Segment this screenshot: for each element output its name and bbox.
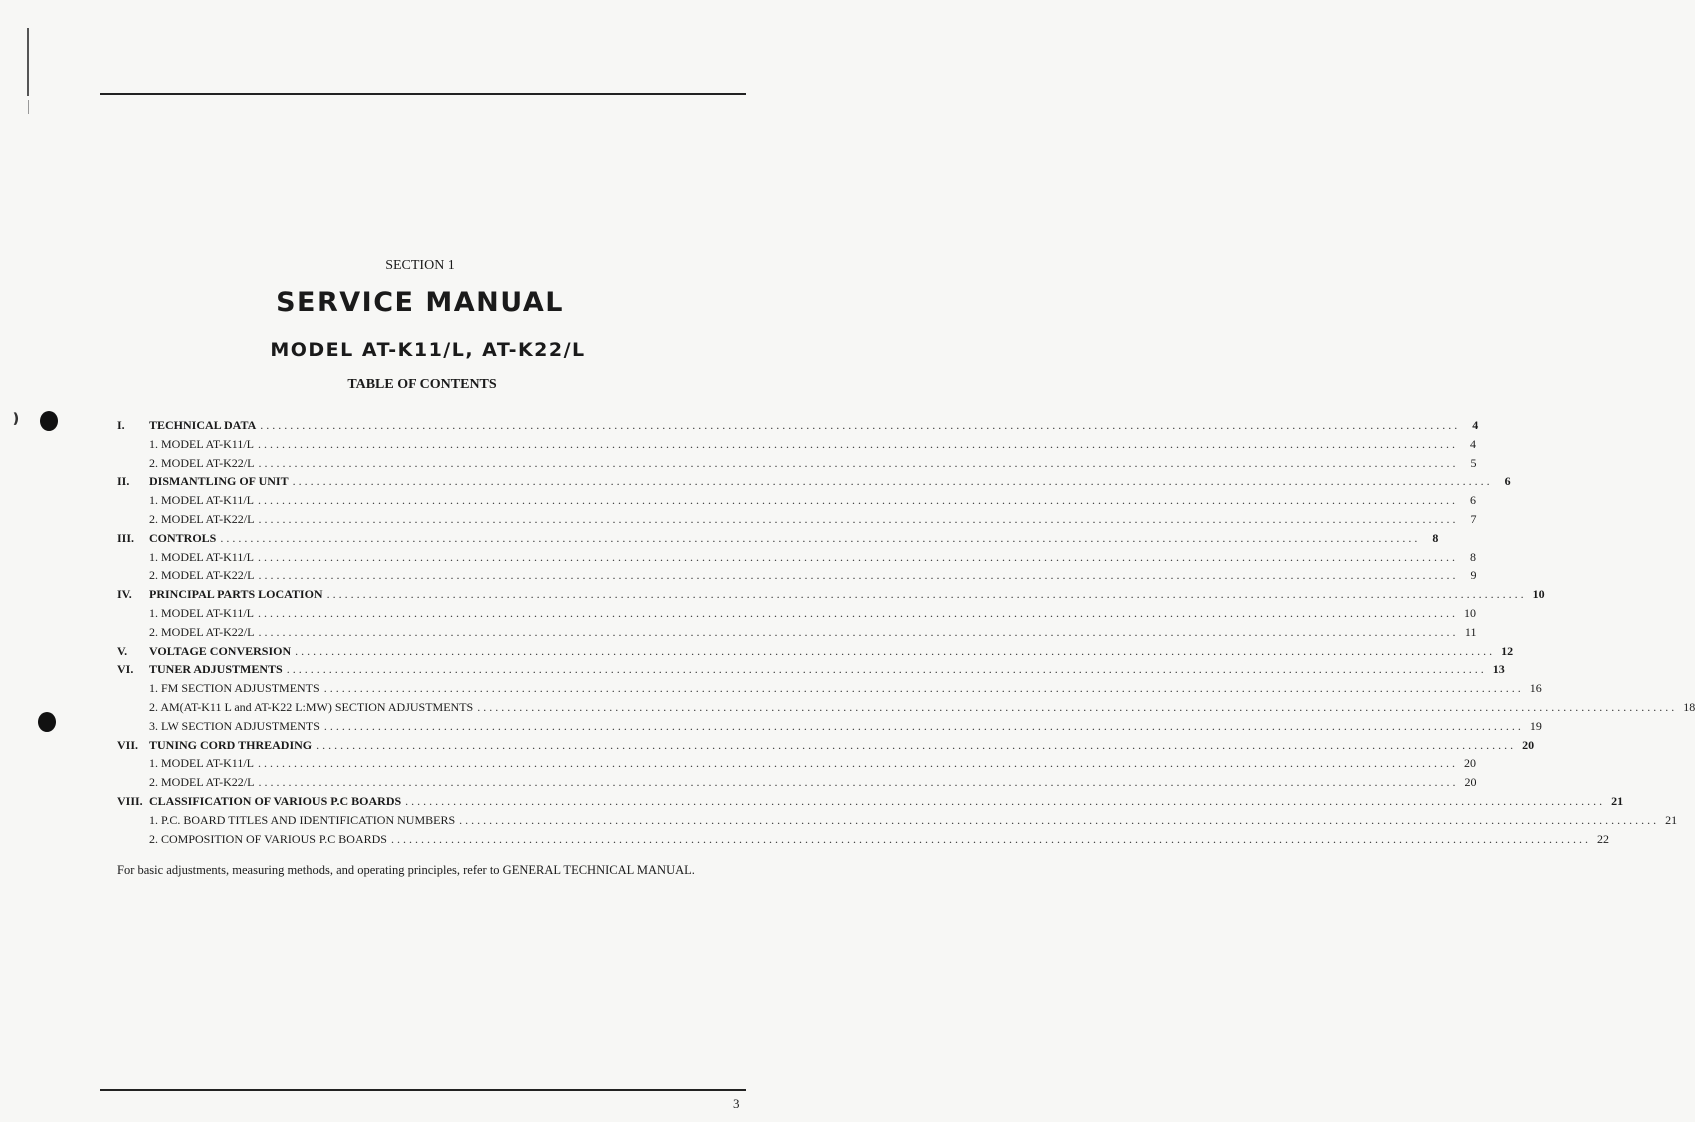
toc-entry-label: 1. FM SECTION ADJUSTMENTS [149, 681, 320, 696]
footer-rule [100, 1089, 746, 1091]
toc-entry-label: 1. MODEL AT-K11/L [149, 756, 254, 771]
toc-entry-label: DISMANTLING OF UNIT [149, 474, 289, 489]
toc-leader-dots: ........................................................................................................................................................................................................ [258, 549, 1458, 564]
toc-entry-page: 6 [1504, 474, 1511, 489]
toc-entry-page: 12 [1501, 643, 1514, 658]
toc-entry-number: VII. [117, 737, 139, 752]
reference-note: For basic adjustments, measuring methods, and operating principles, refer to GENERAL TECHNICAL MANUAL. [117, 863, 695, 877]
toc-entry-page: 21 [1665, 812, 1678, 827]
model-title: MODEL AT-K11/L, AT-K22/L [270, 339, 586, 361]
toc-leader-dots: ........................................................................................................................................................................................................ [323, 718, 1524, 733]
toc-entry-page: 21 [1611, 793, 1624, 808]
scan-edge-mark-small [28, 100, 29, 114]
toc-entry-page: 10 [1532, 587, 1545, 602]
toc-entry-label: CLASSIFICATION OF VARIOUS P.C BOARDS [149, 793, 402, 808]
toc-entry-label: 2. MODEL AT-K22/L [149, 775, 255, 790]
toc-entry-label: 2. MODEL AT-K22/L [149, 624, 255, 639]
toc-entry-label: 2. MODEL AT-K22/L [149, 568, 255, 583]
toc-subsection-entry[interactable] [117, 511, 1477, 531]
toc-section-entry[interactable] [117, 530, 1439, 550]
section-label: SECTION 1 [385, 258, 455, 273]
toc-entry-label: CONTROLS [149, 530, 217, 545]
toc-leader-dots: ........................................................................................................................................................................................................ [477, 699, 1678, 714]
toc-leader-dots: ........................................................................................................................................................................................................ [405, 793, 1606, 808]
toc-leader-dots: ........................................................................................................................................................................................................ [292, 474, 1493, 489]
toc-leader-dots: ........................................................................................................................................................................................................ [258, 568, 1459, 583]
toc-subsection-entry[interactable] [117, 812, 1678, 832]
toc-subsection-entry[interactable] [117, 549, 1476, 569]
toc-entry-page: 20 [1464, 756, 1476, 771]
toc-section-entry[interactable] [117, 793, 1624, 813]
toc-entry-page: 8 [1470, 549, 1476, 564]
toc-entry-page: 22 [1596, 831, 1609, 846]
toc-leader-dots: ........................................................................................................................................................................................................ [258, 775, 1459, 790]
toc-entry-page: 4 [1470, 436, 1476, 451]
toc-section-entry[interactable] [117, 643, 1514, 663]
toc-entry-page: 19 [1529, 718, 1542, 733]
toc-entry-number: IV. [117, 587, 132, 602]
toc-heading: TABLE OF CONTENTS [347, 377, 497, 392]
toc-subsection-entry[interactable] [117, 699, 1695, 719]
toc-entry-number: VI. [117, 662, 134, 677]
toc-leader-dots: ........................................................................................................................................................................................................ [260, 418, 1461, 432]
toc-subsection-entry[interactable] [117, 436, 1476, 456]
toc-leader-dots: ........................................................................................................................................................................................................ [258, 624, 1459, 639]
toc-entry-label: 2. COMPOSITION OF VARIOUS P.C BOARDS [149, 831, 387, 846]
table-of-contents [117, 418, 1695, 850]
toc-entry-number: III. [117, 530, 135, 545]
toc-subsection-entry[interactable] [117, 624, 1477, 644]
toc-section-entry[interactable] [117, 474, 1511, 493]
toc-entry-page: 5 [1470, 455, 1477, 470]
toc-entry-page: 4 [1472, 418, 1479, 432]
toc-entry-label: 2. AM(AT-K11 L and AT-K22 L:MW) SECTION ADJUSTMENTS [149, 699, 474, 714]
toc-entry-label: 1. MODEL AT-K11/L [149, 493, 254, 508]
header-rule [100, 93, 746, 95]
toc-entry-page: 20 [1464, 775, 1477, 790]
toc-leader-dots: ........................................................................................................................................................................................................ [286, 662, 1487, 677]
toc-subsection-entry[interactable] [117, 831, 1609, 851]
punch-hole-bottom [38, 712, 56, 732]
toc-leader-dots: ........................................................................................................................................................................................................ [258, 455, 1459, 470]
toc-entry-page: 11 [1464, 624, 1477, 639]
toc-entry-page: 13 [1492, 662, 1505, 677]
toc-entry-page: 20 [1522, 737, 1535, 752]
toc-section-entry[interactable] [117, 587, 1545, 606]
toc-subsection-entry[interactable] [117, 455, 1477, 475]
page-number: 3 [733, 1096, 740, 1111]
toc-leader-dots: ........................................................................................................................................................................................................ [258, 605, 1458, 620]
toc-entry-page: 9 [1470, 568, 1477, 583]
toc-entry-label: 1. P.C. BOARD TITLES AND IDENTIFICATION NUMBERS [149, 812, 456, 827]
toc-leader-dots: ........................................................................................................................................................................................................ [326, 587, 1527, 602]
toc-entry-page: 7 [1470, 511, 1477, 526]
toc-section-entry[interactable] [117, 662, 1505, 681]
toc-entry-page: 18 [1683, 699, 1695, 714]
toc-entry-number: I. [117, 418, 125, 432]
toc-subsection-entry[interactable] [117, 605, 1476, 625]
toc-leader-dots: ........................................................................................................................................................................................................ [258, 756, 1458, 771]
toc-leader-dots: ........................................................................................................................................................................................................ [258, 511, 1459, 526]
toc-leader-dots: ........................................................................................................................................................................................................ [459, 812, 1660, 827]
toc-entry-label: TUNING CORD THREADING [149, 737, 313, 752]
scan-edge-mark [27, 28, 29, 96]
toc-entry-label: 3. LW SECTION ADJUSTMENTS [149, 718, 320, 733]
toc-leader-dots: ........................................................................................................................................................................................................ [316, 737, 1517, 752]
toc-leader-dots: ........................................................................................................................................................................................................ [258, 493, 1458, 508]
punch-hole-top [40, 411, 58, 431]
toc-section-entry[interactable] [117, 418, 1479, 437]
toc-entry-label: 1. MODEL AT-K11/L [149, 605, 254, 620]
toc-entry-label: PRINCIPAL PARTS LOCATION [149, 587, 323, 602]
toc-entry-page: 10 [1464, 605, 1476, 620]
toc-leader-dots: ........................................................................................................................................................................................................ [390, 831, 1591, 846]
toc-subsection-entry[interactable] [117, 493, 1476, 512]
toc-subsection-entry[interactable] [117, 568, 1477, 587]
toc-entry-label: TECHNICAL DATA [149, 418, 257, 432]
toc-entry-page: 6 [1470, 493, 1476, 508]
binder-notch-icon: ❫ [10, 412, 22, 427]
toc-entry-label: 1. MODEL AT-K11/L [149, 436, 254, 451]
toc-entry-label: 2. MODEL AT-K22/L [149, 511, 255, 526]
toc-subsection-entry[interactable] [117, 718, 1542, 738]
toc-entry-page: 16 [1529, 681, 1542, 696]
toc-subsection-entry[interactable] [117, 775, 1477, 794]
toc-entry-label: TUNER ADJUSTMENTS [149, 662, 283, 677]
toc-leader-dots: ........................................................................................................................................................................................................ [258, 436, 1458, 451]
toc-entry-label: 1. MODEL AT-K11/L [149, 549, 254, 564]
toc-leader-dots: ........................................................................................................................................................................................................ [220, 530, 1421, 545]
toc-entry-label: 2. MODEL AT-K22/L [149, 455, 255, 470]
page-title: SERVICE MANUAL [276, 287, 564, 318]
toc-entry-label: VOLTAGE CONVERSION [149, 643, 292, 658]
toc-entry-number: V. [117, 643, 128, 658]
toc-entry-number: VIII. [117, 793, 143, 808]
toc-entry-number: II. [117, 474, 130, 489]
toc-subsection-entry[interactable] [117, 681, 1542, 700]
toc-entry-page: 8 [1432, 530, 1439, 545]
toc-leader-dots: ........................................................................................................................................................................................................ [295, 643, 1496, 658]
toc-subsection-entry[interactable] [117, 756, 1476, 775]
toc-leader-dots: ........................................................................................................................................................................................................ [323, 681, 1524, 696]
toc-section-entry[interactable] [117, 737, 1535, 757]
